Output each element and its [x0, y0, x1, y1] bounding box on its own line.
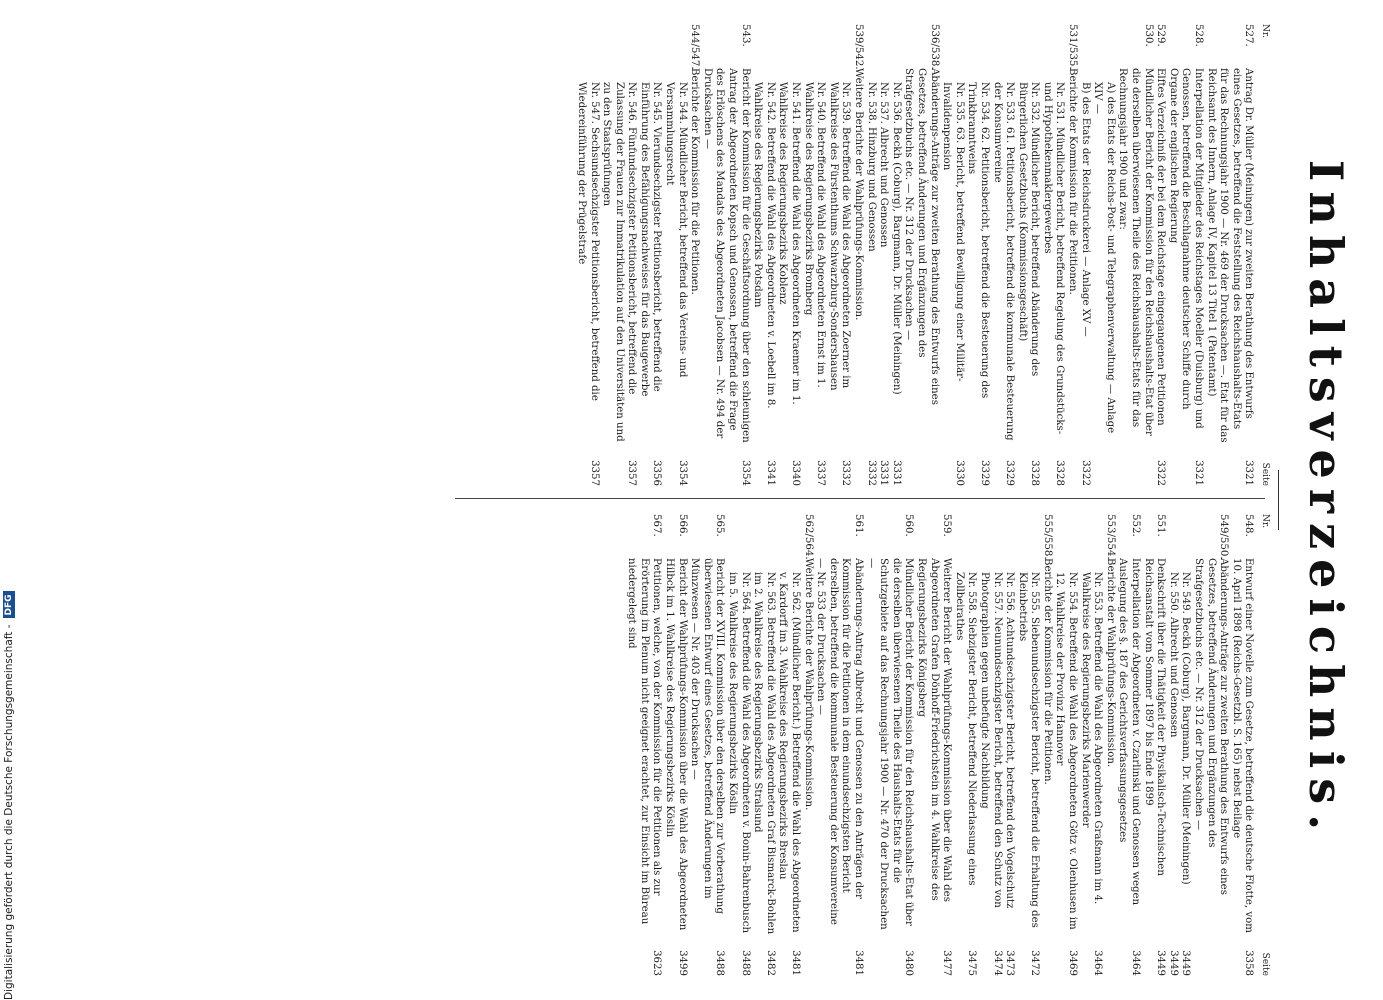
entry-number: 539/542. [853, 24, 864, 70]
entry-text: Mündlicher Bericht der Kommission für den Reichshaushalts-Etat über die derselben überwiesenen Theile des Haushalts-Etats für die Schutzgebiete auf das Rechnungsjahr 1900 — Nr. 470 der Drucksachen — [865, 558, 915, 930]
column-divider [455, 498, 1265, 499]
toc-entry [1116, 514, 1141, 976]
toc-entry [1053, 514, 1078, 976]
entry-text: B) des Etats der Reichsdruckerei — Anlage XV — [1079, 82, 1091, 337]
entry-page: 3321 [1243, 460, 1255, 486]
entry-page: 3356 [651, 460, 663, 486]
toc-entry [574, 24, 599, 486]
toc-entry [625, 514, 663, 976]
entry-text: Nr. 553. Betreffend die Wahl des Abgeordneten Graßmann im 4. Wahlkreise des Regierungsbezirks Marienwerder [1079, 572, 1104, 905]
entry-text: Elftes Verzeichniß der bei dem Reichstage eingegangenen Petitionen [1155, 68, 1167, 426]
toc-entry [864, 514, 914, 976]
entry-number: 536/538. [928, 24, 940, 70]
column-header-seite: Seite [1260, 952, 1270, 976]
entry-text: Weitere Berichte der Wahlprüfungs-Kommission. [802, 558, 814, 811]
toc-entry [1040, 24, 1065, 486]
entry-text: Nr. 546. Fünfundsechzigster Petitionsbericht, betreffend die Zulassung der Frauen zur Immatrikulation auf den Universitäten und zu den Staatsprüfungen [601, 82, 638, 442]
toc-entry [965, 24, 990, 486]
toc-entry [990, 24, 1015, 486]
entry-text: Berichte der Kommission für die Petitionen. [1067, 68, 1079, 295]
entry-page: 3449 [1180, 950, 1192, 976]
toc-entry [851, 24, 864, 486]
entry-page: 3481 [853, 950, 864, 976]
toc-entry [1166, 514, 1179, 976]
entry-number: 555/558. [1041, 514, 1053, 560]
column-header-nr: Nr. [1260, 24, 1270, 39]
entry-text: Petitionen, welche, von der Kommission für die Petitionen als zur Erörterung im Plenum nicht geeignet erachtet, zur Einsicht im Büreau niedergelegt sind [626, 558, 663, 925]
digitization-footer [0, 0, 18, 1000]
entry-page: 3477 [941, 950, 953, 976]
entry-text: Nr. 545. Vierundsechzigster Petitionsbericht, betreffend die Einführung des Befähigungsnachweises für das Baugewerbe [638, 82, 663, 397]
entry-page: 3464 [1092, 950, 1104, 976]
entry-text: Nr. 564. Betreffend die Wahl des Abgeordneten v. Bonin-Bahrenbusch im 5. Wahlkreise des Regierungsbezirks Köslin [727, 572, 751, 934]
entry-page: 3472 [1029, 950, 1041, 976]
entry-text: Nr. 547. Sechsundsechzigster Petitionsbericht, betreffend die Wiedereinführung der Prügelstrafe [575, 82, 600, 401]
title-rule [1278, 470, 1279, 530]
entry-page: 3357 [588, 460, 600, 486]
toc-entry [688, 514, 726, 976]
toc-entry [902, 24, 940, 486]
entry-text: Abänderungs-Antrag Albrecht und Genossen zu den Anträgen der Kommission für die Petitionen in dem einundsechzigsten Bericht derselben, betreffend die kommunale Besteuerung der Konsumvereine — Nr. 533 der Drucksachen — [815, 558, 864, 925]
entry-page: 3337 [815, 460, 827, 486]
entry-text: Nr. 538. Hinzburg und Genossen [865, 82, 877, 252]
column-header-left [1258, 24, 1271, 486]
toc-entry [600, 24, 638, 486]
entry-text: Nr. 555. Siebenundsechzigster Bericht, betreffend die Erhaltung des Kleinbetriebs [1016, 572, 1041, 928]
toc-entry [776, 514, 801, 976]
toc-entry [1040, 514, 1053, 976]
toc-entry [663, 24, 688, 486]
column-header-nr: Nr. [1260, 514, 1270, 529]
toc-entry [1191, 514, 1229, 976]
entry-page: 3464 [1130, 950, 1142, 976]
toc-entry [725, 514, 750, 976]
toc-entry [1166, 24, 1204, 486]
entry-page: 3474 [991, 950, 1003, 976]
toc-entry [864, 24, 877, 486]
entry-number: 553/554. [1104, 514, 1116, 560]
toc-entry [776, 24, 801, 486]
entry-text: Nr. 534. 62. Petitionsbericht, betreffend die Besteuerung des Trinkbranntweins [966, 82, 990, 399]
toc-entry [1204, 24, 1254, 486]
toc-entry [977, 514, 1002, 976]
toc-entry [801, 24, 826, 486]
toc-entry [751, 24, 776, 486]
entry-page: 3321 [1193, 460, 1205, 486]
entry-page: 3481 [790, 950, 802, 976]
entry-text: Weiterer Bericht der Wahlprüfungs-Kommission über die Wahl des Abgeordneten Grafen Dönhoff-Friedrichstein im 4. Wahlkreise des Regierungsbezirks Königsberg [915, 558, 953, 902]
entry-text: Nr. 563. Betreffend die Wahl des Abgeordneten Graf Bismarck-Bohlen im 2. Wahlkreise des Regierungsbezirks Stralsund [752, 572, 776, 935]
entry-text: Nr. 544. Mündlicher Bericht, betreffend das Vereins- und Versammlungsrecht [664, 82, 688, 378]
entry-text: Nr. 537. Albrecht und Genossen [878, 82, 890, 248]
toc-entry [801, 514, 814, 976]
toc-entry [1141, 514, 1166, 976]
entry-page: 3340 [790, 460, 802, 486]
entry-page: 3499 [676, 950, 688, 976]
entry-text: Berichte der Kommission für die Petitionen. [1041, 558, 1053, 785]
entry-text: Nr. 554. Betreffend die Wahl des Abgeordneten Götz v. Olenhusen im 12. Wahlkreise der Provinz Hannover [1054, 572, 1079, 930]
toc-entry [751, 514, 776, 976]
entry-text: Nr. 535. 63. Bericht, betreffend Bewilligung einer Militär-Invalidenpension [941, 82, 965, 382]
entry-page: 3331 [890, 460, 902, 486]
entry-number: 551. [1155, 514, 1167, 537]
toc-entry [1154, 24, 1167, 486]
entry-page: 3449 [1167, 950, 1179, 976]
entry-text: Nr. 536. Beckh (Coburg), Bargmann, Dr. Müller (Meiningen) [890, 82, 902, 395]
dfg-logo: DFG [3, 591, 15, 618]
entry-page: 3322 [1155, 460, 1167, 486]
entry-number: 528. [1193, 24, 1205, 47]
entry-page: 3354 [676, 460, 688, 486]
entry-text: Interpellation der Mitglieder des Reichstages Moeller (Duisburg) und Genossen, betreffend die Beschlagnahme deutscher Schiffe durch Organe der englischen Regierung [1167, 68, 1205, 429]
toc-column-left [574, 24, 1271, 486]
entry-page: 3332 [865, 460, 877, 486]
entry-page: 3480 [903, 950, 915, 976]
entry-text: Weitere Berichte der Wahlprüfungs-Kommission. [853, 68, 864, 321]
entry-number: 561. [853, 514, 864, 537]
toc-entry [814, 514, 864, 976]
entry-number: 527. [1243, 24, 1255, 47]
entry-page: 3623 [651, 950, 663, 976]
entry-number: 544/547. [689, 24, 701, 70]
entry-number: 530. [1142, 24, 1154, 47]
toc-column-right [625, 514, 1271, 976]
entry-page: 3330 [953, 460, 965, 486]
entry-text: Abänderungs-Anträge zur zweiten Berathung des Entwurfs eines Gesetzes, betreffend Änderungen und Ergänzungen des Strafgesetzbuchs etc. — Nr. 312 der Drucksachen — [1193, 558, 1230, 895]
toc-list-left [574, 24, 1254, 486]
entry-number: 531/535. [1067, 24, 1079, 70]
entry-text: Abänderungs-Anträge zur zweiten Berathung des Entwurfs eines Gesetzes, betreffend Änderungen und Ergänzungen des Strafgesetzbuchs etc. — Nr. 312 der Drucksachen — [903, 68, 940, 405]
entry-page: 3328 [1054, 460, 1066, 486]
entry-text: Bericht der Kommission für die Geschäftsordnung über den schleunigen Antrag der Abgeordneten Kopsch und Genossen, betreffend die Frage des Erlöschens des Mandats des Abgeordneten Jacobsen — Nr. 494 der Drucksachen — [701, 68, 751, 443]
entry-text: Nr. 562. (Mündlicher Bericht.) Betreffend die Wahl des Abgeordneten v. Kardorff im 3. Wahlkreise des Regierungsbezirks Breslau [777, 572, 802, 933]
toc-entry [1015, 514, 1040, 976]
entry-page: 3329 [978, 460, 990, 486]
entry-number: 549/550. [1218, 514, 1230, 560]
toc-entry [914, 514, 952, 976]
entry-text: Nr. 556. Achtundsechzigster Bericht, betreffend den Vogelschutz [1004, 572, 1016, 909]
entry-text: Nr. 550. Albrecht und Genossen [1167, 572, 1179, 738]
entry-text: Nr. 557. Neunundsechzigster Bericht, betreffend den Schutz von Photographien gegen unbefugte Nachbildung [978, 572, 1003, 908]
toc-entry [826, 24, 851, 486]
entry-text: Entwurf einer Novelle zum Gesetze, betreffend die deutsche Flotte, vom 10. April 1898 (Reichs-Gesetzbl. S. 165) nebst Beilage [1230, 558, 1255, 933]
entry-number: 560. [903, 514, 915, 537]
toc-entry [1116, 24, 1154, 486]
entry-text: Mündlicher Bericht der Kommission für den Reichshaushalts-Etat über die derselben überwiesenen Theile des Reichshaushalts-Etats für das Rechnungsjahr 1900 und zwar: [1117, 68, 1154, 436]
toc-entry [1103, 514, 1116, 976]
entry-page: 3354 [739, 460, 751, 486]
entry-text: Bericht der Wahlprüfungs-Kommission über die Wahl des Abgeordneten Hilbck im 1. Wahlkreise des Regierungsbezirks Köslin [664, 558, 688, 931]
toc-entry [952, 514, 977, 976]
entry-number: 543. [739, 24, 751, 47]
entry-number: 562/564. [802, 514, 814, 560]
entry-page: 3331 [878, 460, 890, 486]
column-header-seite: Seite [1260, 462, 1270, 486]
entry-page: 3358 [1243, 950, 1255, 976]
toc-entry [637, 24, 662, 486]
toc-entry [1179, 514, 1192, 976]
entry-text: Berichte der Wahlprüfungs-Kommission. [1104, 558, 1116, 768]
toc-entry [663, 514, 688, 976]
entry-page: 3341 [764, 460, 776, 486]
toc-entry [1066, 24, 1079, 486]
toc-entry [889, 24, 902, 486]
entry-page: 3469 [1067, 950, 1079, 976]
entry-text: Denkschrift über die Thätigkeit der Physikalisch-Technischen Reichsanstalt vom Sommer 1897 bis Ende 1899 [1142, 558, 1167, 876]
entry-page: 3328 [1029, 460, 1041, 486]
entry-number: 565. [714, 514, 726, 537]
entry-text: A) des Etats der Reichs-Post- und Telegraphenverwaltung — Anlage XIV — [1092, 82, 1116, 434]
toc-entry [1003, 514, 1016, 976]
entry-page: 3482 [764, 950, 776, 976]
entry-text: Interpellation der Abgeordneten v. Czarlinski und Genossen wegen Auslegung des §. 187 des Gerichtsverfassungsgesetzes [1117, 558, 1142, 906]
entry-page: 3488 [714, 950, 726, 976]
entry-page: 3332 [840, 460, 852, 486]
toc-entry [688, 24, 701, 486]
entry-number: 552. [1130, 514, 1142, 537]
entry-text: Nr. 532. Mündlicher Bericht, betreffend Abänderung des Bürgerlichen Gesetzbuchs (Kommissionsgeschäft) [1016, 82, 1041, 377]
toc-entry [1078, 24, 1091, 486]
page-title: Inhaltsverzeichnis. [1299, 159, 1353, 841]
toc-entry [940, 24, 965, 486]
entry-page: 3322 [1079, 460, 1091, 486]
toc-entry [1078, 514, 1103, 976]
entry-text: Nr. 531. Mündlicher Bericht, betreffend Regelung des Grundstücks- und Hypothekenmaklergewerbes [1041, 82, 1066, 435]
entry-page: 3357 [626, 460, 638, 486]
entry-text: Nr. 549. Beckh (Coburg), Bargmann, Dr. Müller (Meiningen) [1180, 572, 1192, 885]
toc-entry [877, 24, 890, 486]
entry-number: 566. [676, 514, 688, 537]
footer-text: Digitalisierung gefördert durch die Deutsche Forschungsgemeinschaft - [3, 624, 15, 1000]
entry-text: Nr. 541. Betreffend die Wahl des Abgeordneten Kraemer im 1. Wahlkreise des Regierungsbezirks Koblenz [777, 82, 802, 405]
entry-number: 548. [1243, 514, 1255, 537]
entry-number: 567. [651, 514, 663, 537]
entry-page: 3473 [1004, 950, 1016, 976]
entry-number: 529. [1155, 24, 1167, 47]
toc-entry [1091, 24, 1116, 486]
entry-text: Berichte der Kommission für die Petitionen. [689, 68, 701, 295]
entry-text: Nr. 533. 61. Petitionsbericht, betreffend die kommunale Besteuerung der Konsumvereine [991, 82, 1016, 441]
entry-page: 3329 [1004, 460, 1016, 486]
entry-text: Bericht der XVIII. Kommission über den derselben zur Vorberathung überwiesenen Entwurf eines Gesetzes, betreffend Änderungen im Münzwesen — Nr. 403 der Drucksachen — [689, 558, 726, 914]
entry-number: 559. [941, 514, 953, 537]
entry-page: 3475 [966, 950, 978, 976]
column-header-right [1258, 514, 1271, 976]
entry-text: Nr. 540. Betreffend die Wahl des Abgeordneten Ernst im 1. Wahlkreise des Regierungsbezirks Bromberg [802, 82, 827, 388]
entry-text: Antrag Dr. Müller (Meiningen) zur zweiten Berathung des Entwurfs eines Gesetzes, betreffend die Feststellung des Reichshaushalts-Etats für das Rechnungsjahr 1900 — Nr. 469 der Drucksachen —. Etat für das Reichsamt des Innern, Anlage IV, Kapitel 13 Titel 1 (Patentamt) [1205, 68, 1255, 443]
entry-text: Nr. 539. Betreffend die Wahl des Abgeordneten Zoerner im Wahlkreise des Fürstenthums Schwarzburg-Sondershausen [827, 82, 852, 391]
entry-text: Nr. 542. Betreffend die Wahl des Abgeordneten v. Loebell im 8. Wahlkreise des Regierungsbezirks Potsdam [752, 82, 776, 409]
toc-list-right [625, 514, 1255, 976]
toc-entry [700, 24, 750, 486]
toc-entry [1015, 24, 1040, 486]
toc-entry [1229, 514, 1254, 976]
entry-page: 3488 [739, 950, 751, 976]
entry-page: 3449 [1155, 950, 1167, 976]
entry-text: Nr. 558. Siebzigster Bericht, betreffend Niederlassung eines Zollbeirathes [953, 572, 978, 886]
